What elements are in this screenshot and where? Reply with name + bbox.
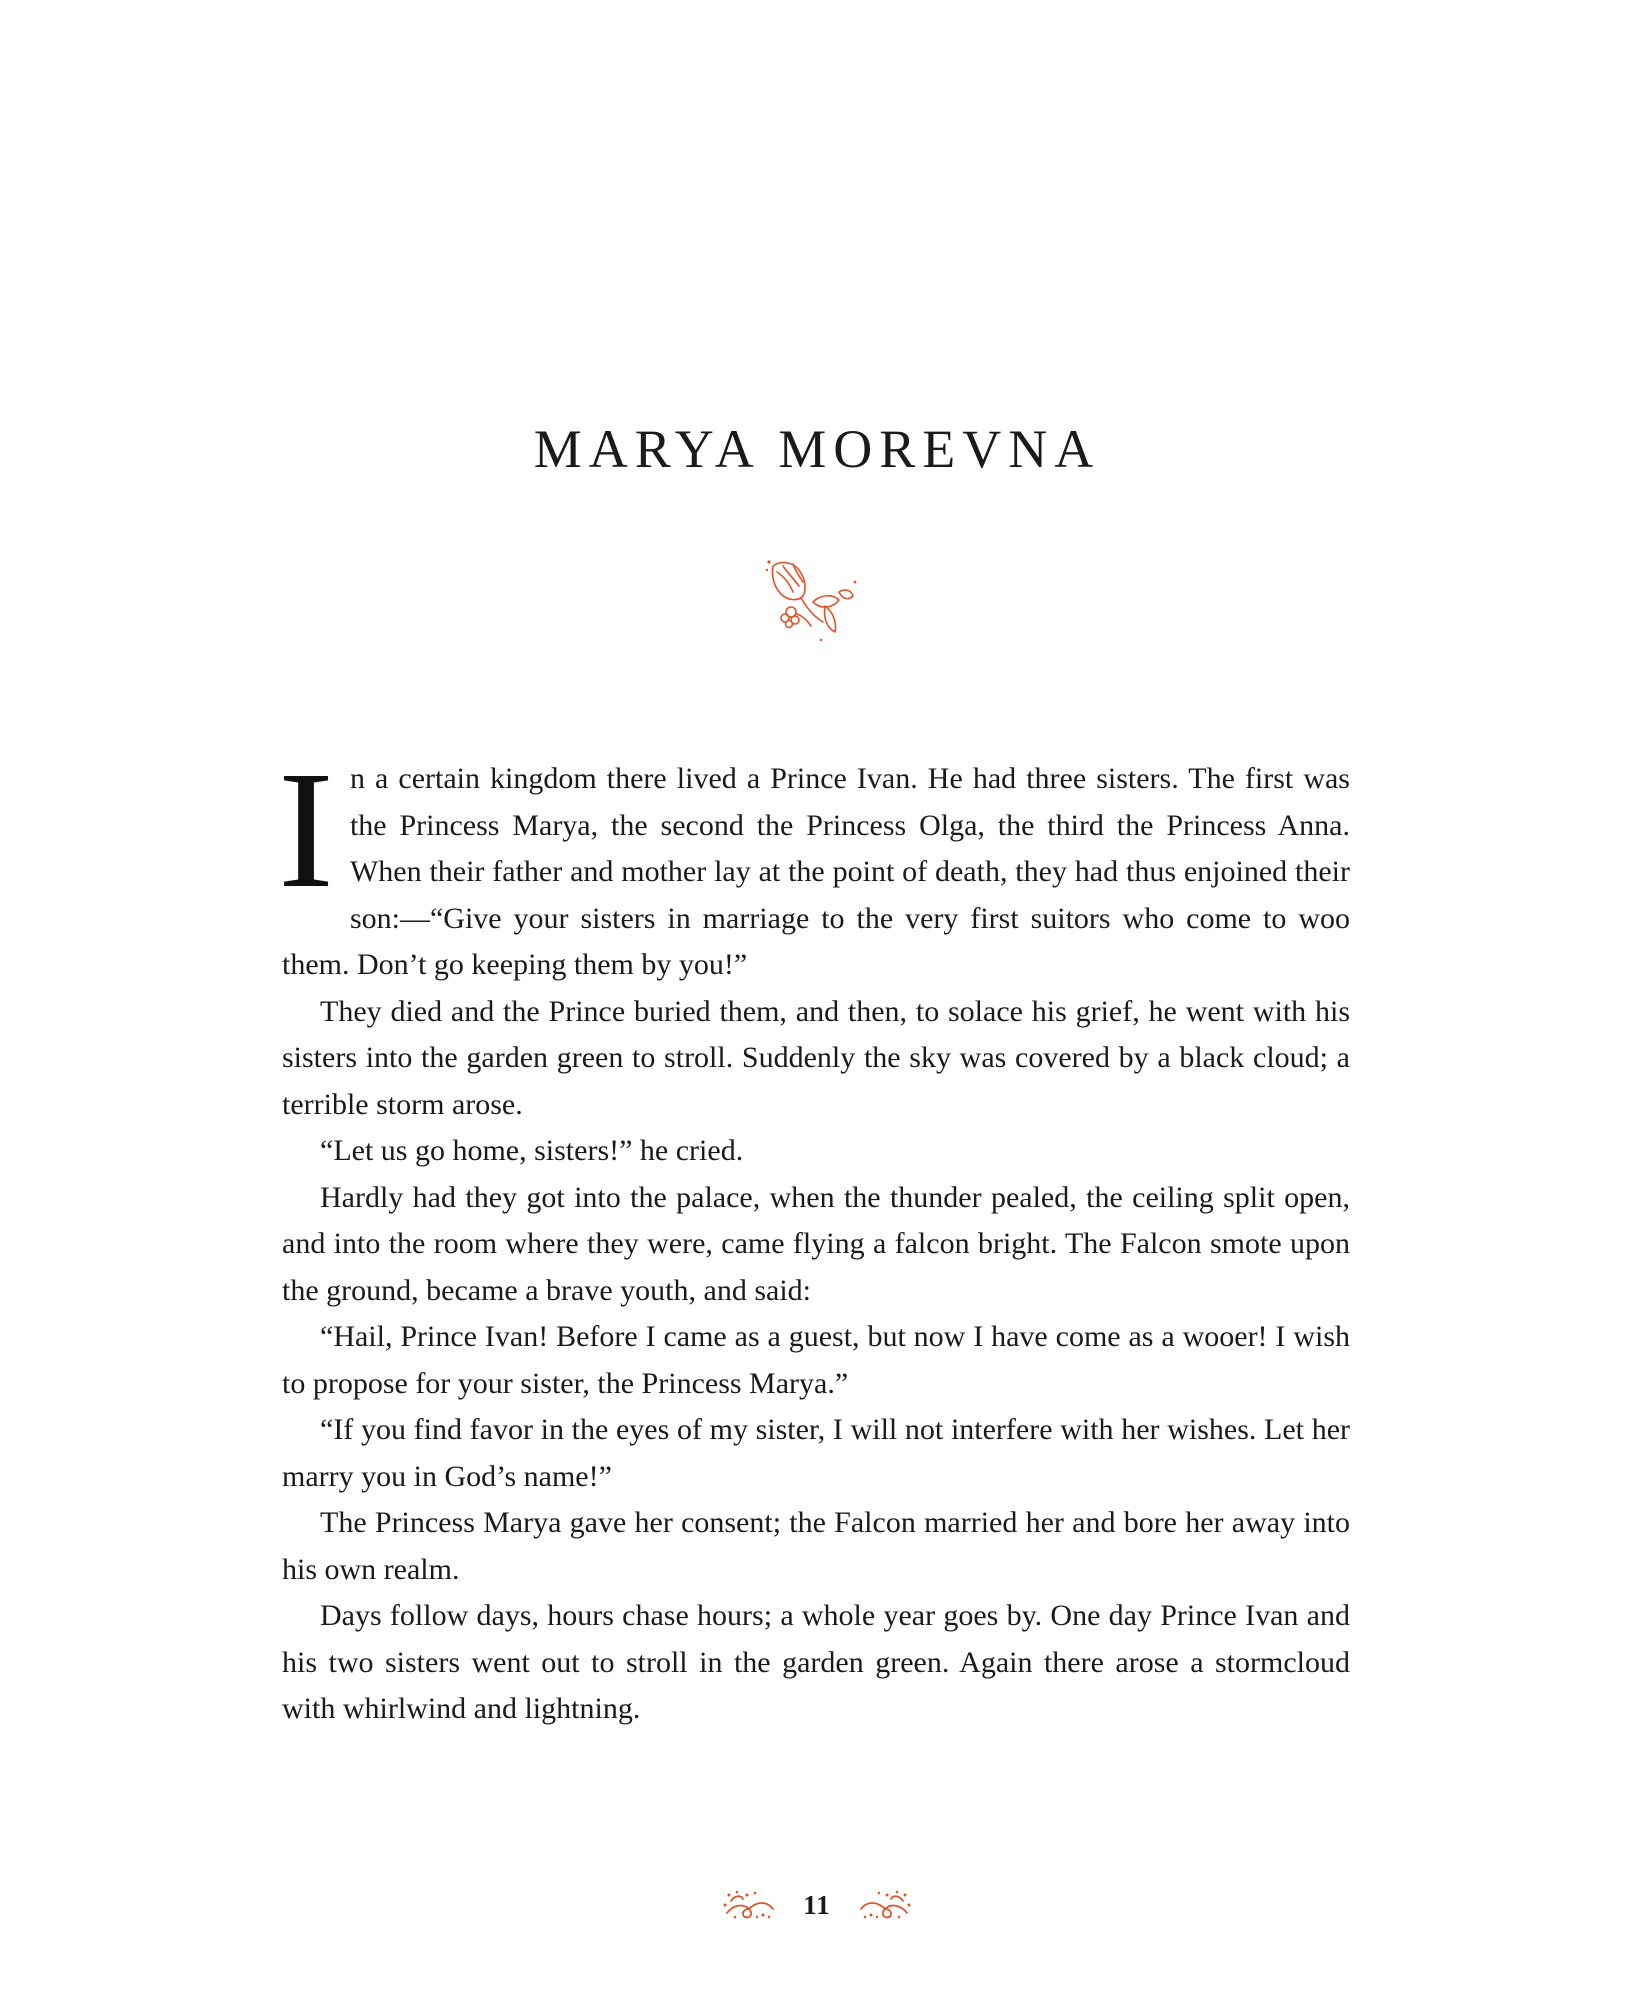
paragraph-8: Days follow days, hours chase hours; a whole year goes by. One day Prince Ivan and his two sisters went out to stroll in the garden green. Again there arose a stormcloud with whirlwind and lightning. bbox=[282, 1599, 1350, 1725]
paragraph-3: “Let us go home, sisters!” he cried. bbox=[320, 1134, 744, 1167]
paragraph-1 bbox=[278, 737, 1350, 989]
page-title: MARYA MOREVNA bbox=[533, 419, 1101, 479]
page-number: 11 bbox=[803, 1889, 831, 1920]
paragraph-7: The Princess Marya gave her consent; the Falcon married her and bore her away into his own realm. bbox=[282, 1506, 1350, 1586]
paragraph-2: They died and the Prince buried them, and then, to solace his grief, he went with his sisters into the garden green to stroll. Suddenly the sky was covered by a black cloud; a terrible storm arose. bbox=[282, 994, 1350, 1121]
paragraph-4: Hardly had they got into the palace, when the thunder pealed, the ceiling split open, and into the room where they were, came flying a falcon bright. The Falcon smote upon the ground, became a brave youth, and said: bbox=[282, 1180, 1350, 1307]
paragraph-6: “If you find favor in the eyes of my sister, I will not interfere with her wishes. Let her marry you in God’s name!” bbox=[282, 1413, 1350, 1493]
page-footer bbox=[0, 1885, 1634, 1925]
paragraph-1-text: n a certain kingdom there lived a Prince Ivan. He had three sisters. The first was the Princess Marya, the second the Princess Olga, the third the Princess Anna. When their father and mother lay at the point of death, they had thus enjoined their son:—“Give your sisters in marriage to the very first suitors who come to woo them. Don’t go keeping them by you!” bbox=[282, 762, 1350, 981]
paragraph-5: “Hail, Prince Ivan! Before I came as a guest, but now I have come as a wooer! I wish to propose for your sister, the Princess Marya.” bbox=[282, 1320, 1350, 1400]
left-flourish-icon bbox=[721, 1889, 777, 1921]
story-text bbox=[278, 737, 1350, 1733]
floral-sprig-icon bbox=[763, 552, 863, 652]
right-flourish-icon bbox=[857, 1889, 913, 1921]
drop-cap: I bbox=[278, 737, 334, 923]
